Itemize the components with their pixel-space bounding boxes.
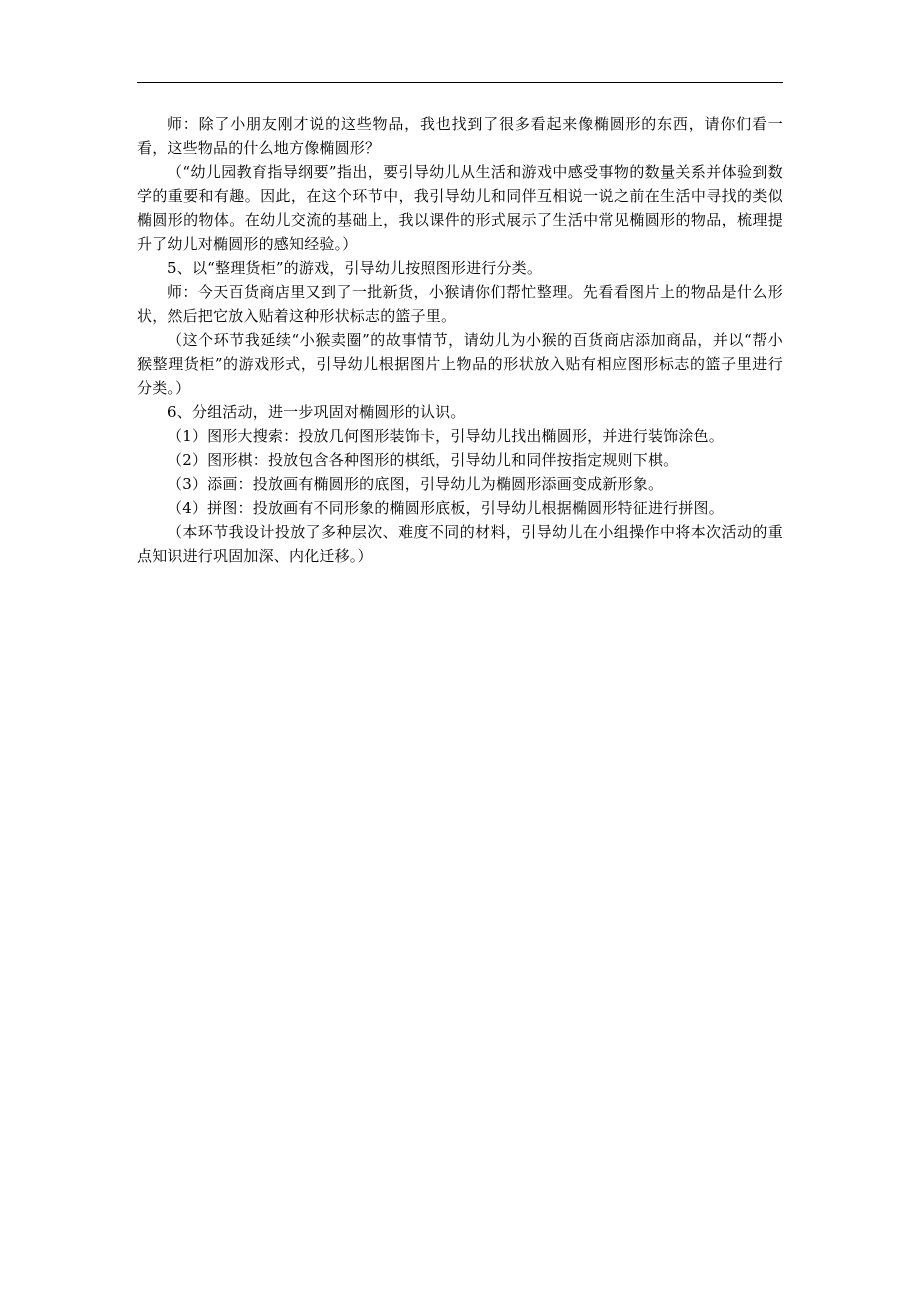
paragraph-commentary-2: （这个环节我延续“小猴卖圈”的故事情节，请幼儿为小猴的百货商店添加商品，并以“帮小猴整理货柜”的游戏形式，引导幼儿根据图片上物品的形状放入贴有相应图形标志的篮子里进行分类。）: [137, 331, 783, 397]
paragraph-commentary-1: （“幼儿园教育指导纲要”指出，要引导幼儿从生活和游戏中感受事物的数量关系并体验到数学的重要和有趣。因此，在这个环节中，我引导幼儿和同伴互相说一说之前在生活中寻找的类似椭圆形的物体。在幼儿交流的基础上，我以课件的形式展示了生活中常见椭圆形的物品，梳理提升了幼儿对椭圆形的感知经验。）: [137, 163, 783, 253]
header-rule: [137, 82, 783, 83]
paragraph-teacher-instruction: 师：今天百货商店里又到了一批新货，小猴请你们帮忙整理。先看看图片上的物品是什么形状，然后把它放入贴着这种形状标志的篮子里。: [137, 283, 783, 325]
paragraph-activity-2: （2）图形棋：投放包含各种图形的棋纸，引导幼儿和同伴按指定规则下棋。: [167, 451, 679, 469]
paragraph-teacher-question: 师：除了小朋友刚才说的这些物品，我也找到了很多看起来像椭圆形的东西，请你们看一看，这些物品的什么地方像椭圆形？: [137, 115, 783, 157]
paragraph-step-6: 6、分组活动，进一步巩固对椭圆形的认识。: [167, 403, 466, 421]
paragraph-activity-3: （3）添画：投放画有椭圆形的底图，引导幼儿为椭圆形添画变成新形象。: [167, 475, 664, 493]
paragraph-activity-4: （4）拼图：投放画有不同形象的椭圆形底板，引导幼儿根据椭圆形特征进行拼图。: [167, 499, 724, 517]
paragraph-commentary-3: （本环节我设计投放了多种层次、难度不同的材料，引导幼儿在小组操作中将本次活动的重点知识进行巩固加深、内化迁移。）: [137, 523, 783, 565]
paragraph-step-5: 5、以“整理货柜”的游戏，引导幼儿按照图形进行分类。: [167, 259, 543, 277]
body-text: [137, 112, 783, 568]
paragraph-activity-1: （1）图形大搜索：投放几何图形装饰卡，引导幼儿找出椭圆形，并进行装饰涂色。: [167, 427, 724, 445]
